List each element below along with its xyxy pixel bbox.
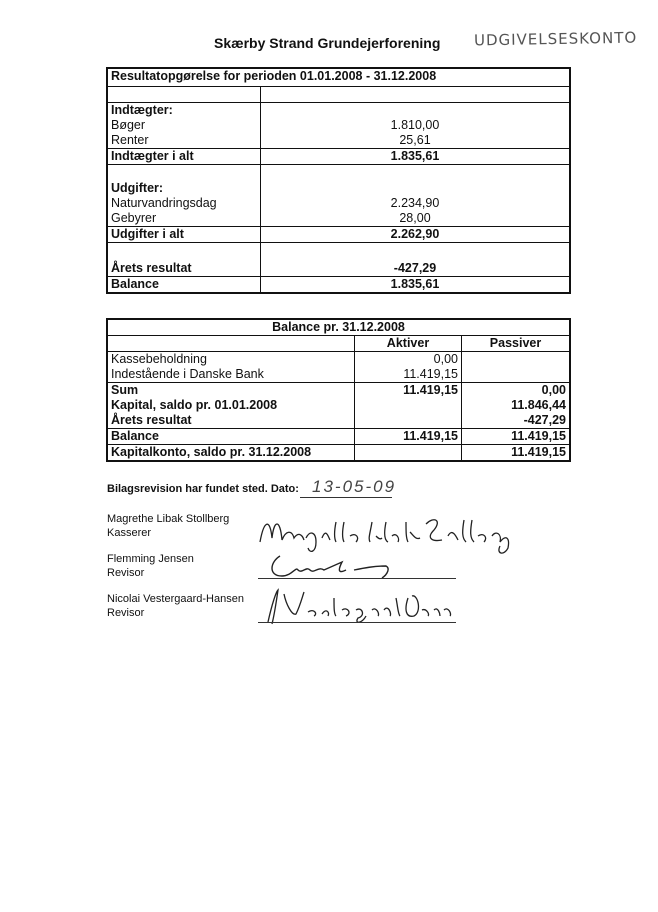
table-row: Indestående i Danske Bank 11.419,15 [107, 367, 570, 383]
signatory-2 [107, 552, 194, 580]
column-header-assets: Aktiver [355, 336, 462, 352]
balance-sheet-title: Balance pr. 31.12.2008 [107, 319, 570, 336]
signatory-name: Flemming Jensen [107, 553, 194, 565]
column-header-liabilities: Passiver [462, 336, 571, 352]
org-title: Skærby Strand Grundejerforening [214, 35, 441, 51]
signatory-1 [107, 512, 229, 540]
date-rule [300, 497, 392, 498]
signatory-name: Nicolai Vestergaard-Hansen [107, 593, 244, 605]
signatory-role: Revisor [107, 607, 145, 619]
result-row: Årets resultat -427,29 [107, 413, 570, 429]
signatory-name: Magrethe Libak Stollberg [107, 513, 230, 525]
signatory-3 [107, 592, 244, 620]
capital-account-row: Kapitalkonto, saldo pr. 31.12.2008 11.419,15 [107, 445, 570, 462]
signature-rule [258, 578, 456, 579]
balance-row: Balance 1.835,61 [107, 277, 570, 294]
table-row: Kassebeholdning 0,00 [107, 352, 570, 368]
signature-rule [258, 622, 456, 623]
balance-row: Balance 11.419,15 11.419,15 [107, 429, 570, 445]
expense-heading: Udgifter: [111, 181, 164, 195]
signatory-role: Revisor [107, 567, 145, 579]
table-row: Gebyrer 28,00 [107, 211, 570, 227]
table-row: Renter 25,61 [107, 133, 570, 149]
signatory-role: Kasserer [107, 527, 152, 539]
income-statement-title: Resultatopgørelse for perioden 01.01.2008 - 31.12.2008 [107, 68, 570, 87]
expense-total-row: Udgifter i alt 2.262,90 [107, 227, 570, 243]
signature-1 [256, 508, 536, 558]
sum-row: Sum 11.419,15 0,00 [107, 383, 570, 399]
audit-date: 13-05-09 [312, 477, 397, 496]
table-row: Naturvandringsdag 2.234,90 [107, 196, 570, 211]
income-statement-table [106, 67, 571, 294]
capital-row: Kapital, saldo pr. 01.01.2008 11.846,44 [107, 398, 570, 413]
balance-sheet-table [106, 318, 571, 462]
income-heading: Indtægter: [111, 103, 173, 117]
handwritten-note: UDGIVELSESKONTO [473, 28, 638, 50]
income-total-row: Indtægter i alt 1.835,61 [107, 149, 570, 165]
result-row: Årets resultat -427,29 [107, 261, 570, 277]
audit-statement: Bilagsrevision har fundet sted. Dato: [107, 483, 299, 495]
table-row: Bøger 1.810,00 [107, 118, 570, 133]
